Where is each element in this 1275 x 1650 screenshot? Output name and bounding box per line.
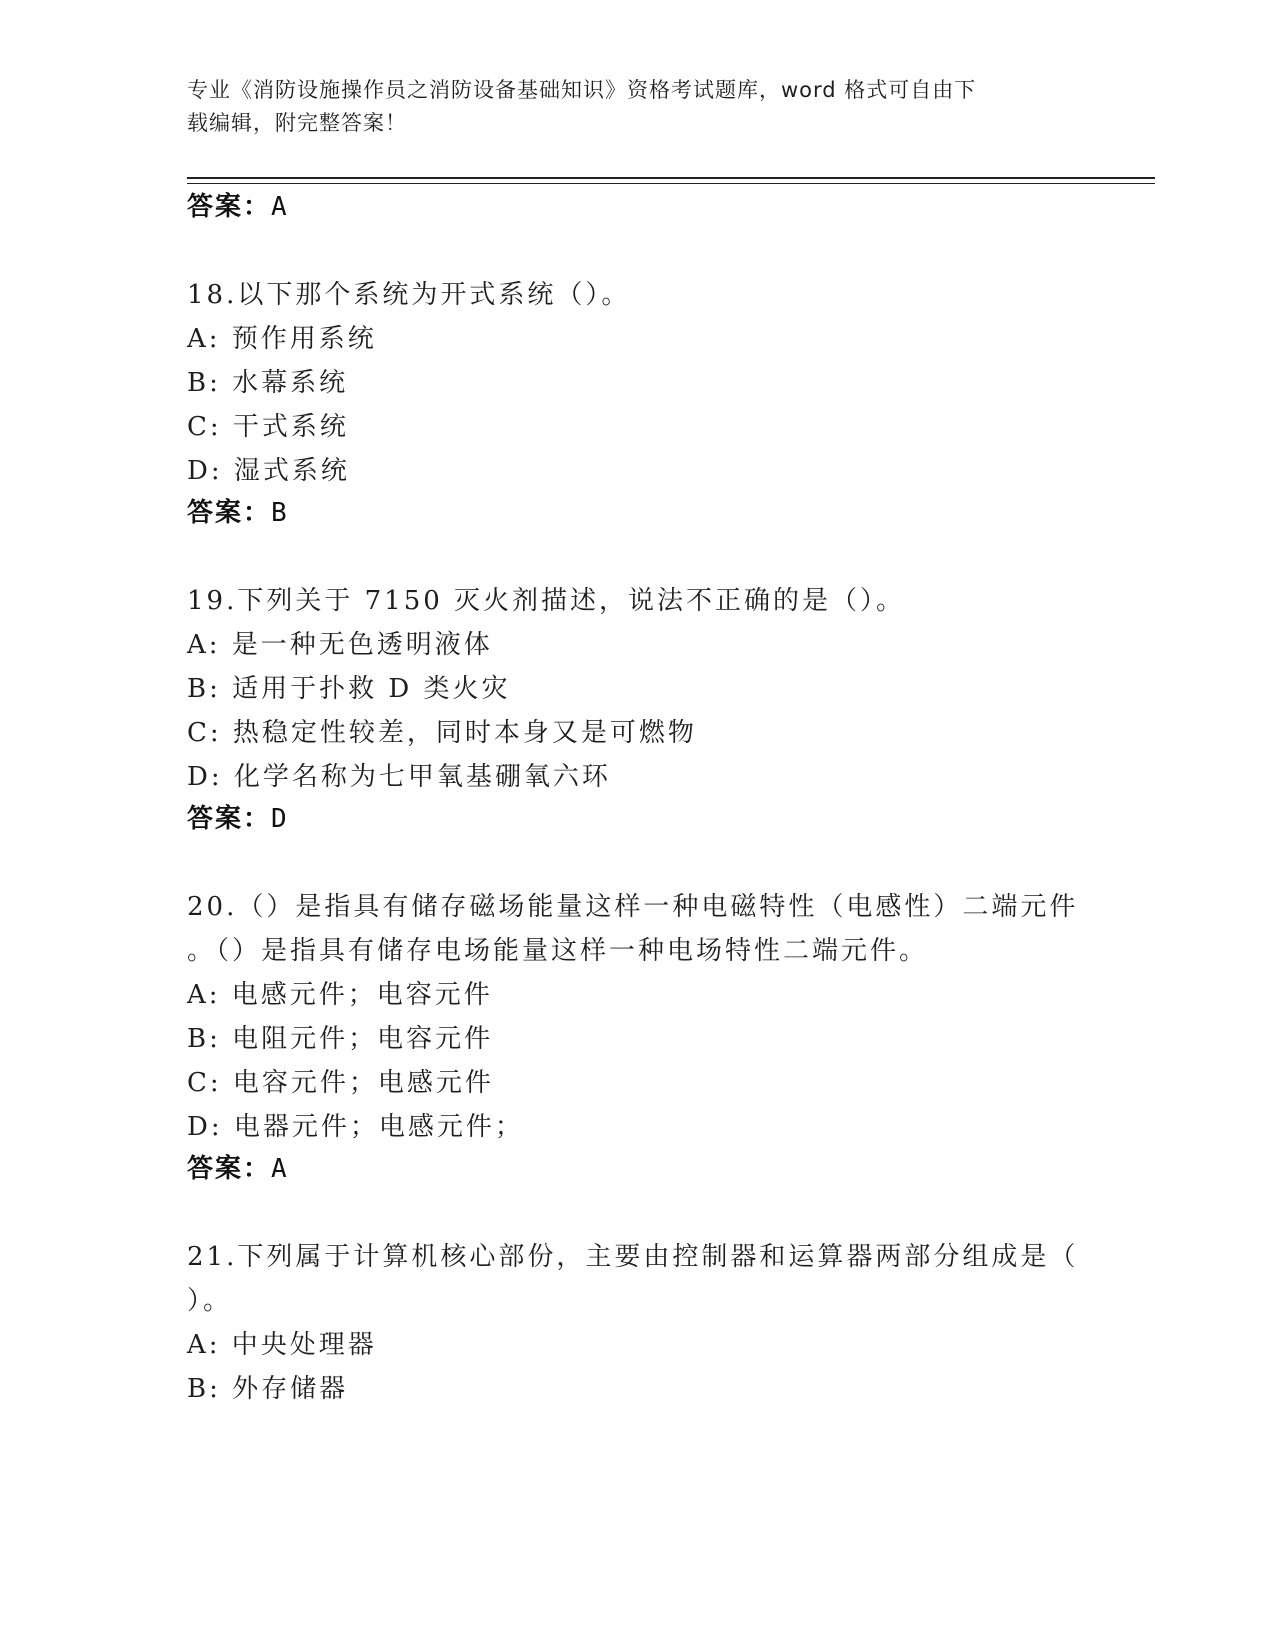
question-19-option-d: D: 化学名称为七甲氧基硼氧六环: [187, 762, 611, 792]
answer-value: D: [271, 804, 289, 834]
question-20-option-d: D: 电器元件；电感元件；: [187, 1112, 524, 1142]
answer-label: 答案：: [187, 804, 272, 834]
answer-label: 答案：: [187, 498, 272, 528]
question-19-option-c: C: 热稳定性较差，同时本身又是可燃物: [187, 718, 697, 748]
question-19-option-b: B: 适用于扑救 D 类火灾: [187, 674, 511, 704]
question-21-stem-line-2: ）。: [187, 1286, 233, 1316]
answer-value: A: [271, 192, 289, 222]
answer-value: A: [271, 1154, 289, 1184]
header-line-2: 载编辑，附完整答案！: [187, 111, 407, 135]
answer-label: 答案：: [187, 192, 272, 222]
question-18-option-a: A: 预作用系统: [187, 324, 377, 354]
header-divider-thick: [187, 177, 1155, 179]
question-19-answer: [187, 798, 289, 835]
question-19-stem: 19.下列关于 7150 灭火剂描述，说法不正确的是（）。: [187, 586, 906, 616]
answer-value: B: [271, 498, 289, 528]
document-header: [187, 74, 1067, 140]
question-20-stem-line-1: 20.（）是指具有储存磁场能量这样一种电磁特性（电感性）二端元件: [187, 892, 1079, 922]
header-line-1: 专业《消防设施操作员之消防设备基础知识》资格考试题库，word 格式可自由下: [187, 78, 977, 102]
question-20-option-b: B: 电阻元件；电容元件: [187, 1024, 494, 1054]
question-21-option-a: A: 中央处理器: [187, 1330, 377, 1360]
question-18-option-b: B: 水幕系统: [187, 368, 349, 398]
question-18-stem: 18.以下那个系统为开式系统（）。: [187, 280, 631, 310]
question-20-stem-line-2: 。（）是指具有储存电场能量这样一种电场特性二端元件。: [187, 936, 929, 966]
question-20-answer: [187, 1148, 289, 1185]
answer-line-17: [187, 186, 289, 223]
question-19-option-a: A: 是一种无色透明液体: [187, 630, 493, 660]
header-divider-thin: [187, 183, 1155, 184]
answer-label: 答案：: [187, 1154, 272, 1184]
question-18-option-d: D: 湿式系统: [187, 456, 350, 486]
question-18-option-c: C: 干式系统: [187, 412, 349, 442]
question-20-option-c: C: 电容元件；电感元件: [187, 1068, 494, 1098]
question-20-option-a: A: 电感元件；电容元件: [187, 980, 493, 1010]
question-18-answer: [187, 492, 289, 529]
question-21-option-b: B: 外存储器: [187, 1374, 349, 1404]
question-21-stem-line-1: 21.下列属于计算机核心部份，主要由控制器和运算器两部分组成是（: [187, 1242, 1079, 1272]
